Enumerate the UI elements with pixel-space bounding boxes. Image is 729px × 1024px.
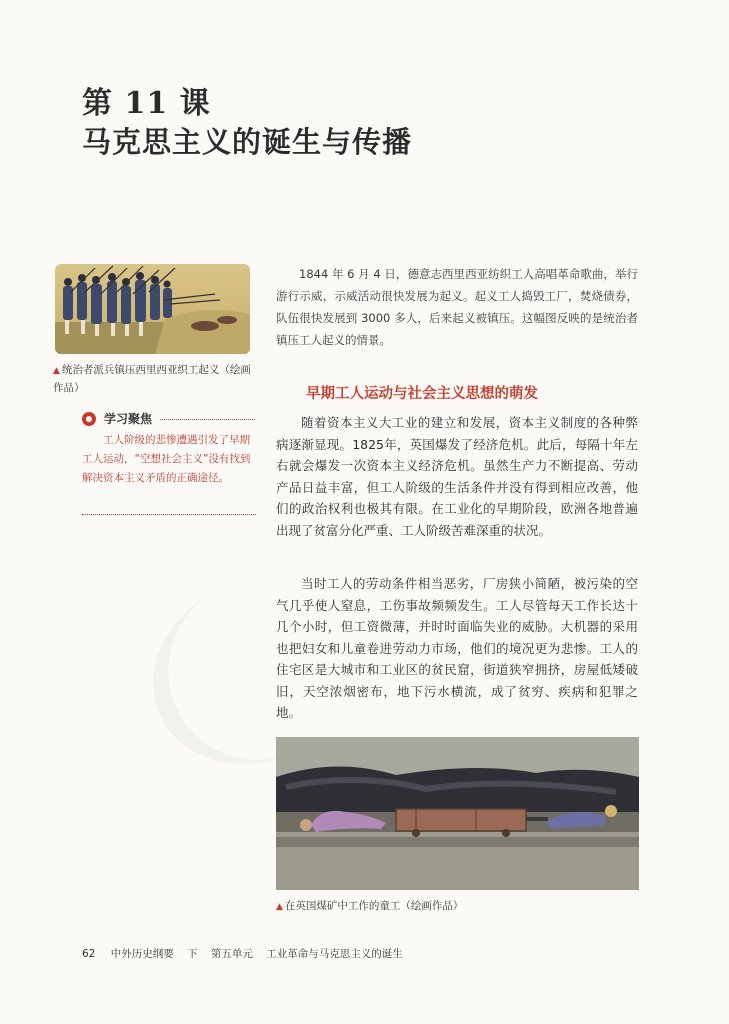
uprising-illustration — [55, 264, 250, 354]
bottom-image-caption-text: 在英国煤矿中工作的童工（绘画作品） — [284, 900, 464, 912]
page-title: 马克思主义的诞生与传播 — [82, 125, 413, 159]
unit-label: 第五单元 — [210, 948, 253, 960]
volume-label: 下 — [187, 948, 198, 960]
body-paragraph: 当时工人的劳动条件相当恶劣，厂房狭小简陋，被污染的空气几乎使人窒息，工伤事故频频发生。工人尽管每天工作长达十几个小时，但工资微薄，并时时面临失业的威胁。大机器的采用也把妇女和儿童卷进劳动力市场，他们的境况更为悲惨。工人的住宅区是大城市和工业区的贫民窟，街道狭窄拥挤，房屋低矮破旧，天空浓烟密布，地下污水横流，成了贫穷、疾病和犯罪之地。 — [276, 576, 638, 720]
page-footer — [82, 946, 413, 961]
focus-divider-top — [160, 419, 255, 420]
triangle-marker-icon: ▲ — [276, 902, 283, 912]
section-heading: 早期工人运动与社会主义思想的萌发 — [306, 386, 538, 402]
left-image-caption — [53, 362, 261, 397]
focus-label: 学习聚焦 — [104, 412, 153, 426]
focus-text: 工人阶级的悲惨遭遇引发了早期工人运动，“空想社会主义”没有找到解决资本主义矛盾的正确途径。 — [82, 434, 251, 484]
coal-mine-illustration — [276, 737, 639, 890]
bottom-image-caption — [276, 898, 463, 913]
focus-divider-bottom — [82, 514, 256, 515]
focus-badge-icon — [82, 412, 96, 426]
left-image-caption-text: 统治者派兵镇压西里西亚织工起义（绘画作品） — [53, 364, 251, 394]
triangle-marker-icon: ▲ — [53, 366, 60, 376]
lesson-number: 第 11 课 — [82, 86, 211, 121]
book-title: 中外历史纲要 — [110, 948, 174, 960]
intro-paragraph: 1844 年 6 月 4 日，德意志西里西亚纺织工人高唱革命歌曲，举行游行示威，示威活动很快发展为起义。起义工人捣毁工厂，焚烧债券，队伍很快发展到 3000 多人，后来起义被镇压。这幅图反映的是统治者镇压工人起义的情景。 — [276, 267, 638, 347]
page-number: 62 — [82, 948, 96, 960]
body-paragraph: 随着资本主义大工业的建立和发展，资本主义制度的各种弊病逐渐显现。1825年，英国爆发了经济危机。此后，每隔十年左右就会爆发一次资本主义经济危机。虽然生产力不断提高、劳动产品日益丰富，但工人阶级的生活条件并没有得到相应改善，他们的政治权利也极其有限。在工业化的早期阶段，欧洲各地普遍出现了贫富分化严重、工人阶级苦难深重的状况。 — [276, 415, 638, 538]
unit-title: 工业革命与马克思主义的诞生 — [266, 948, 403, 960]
